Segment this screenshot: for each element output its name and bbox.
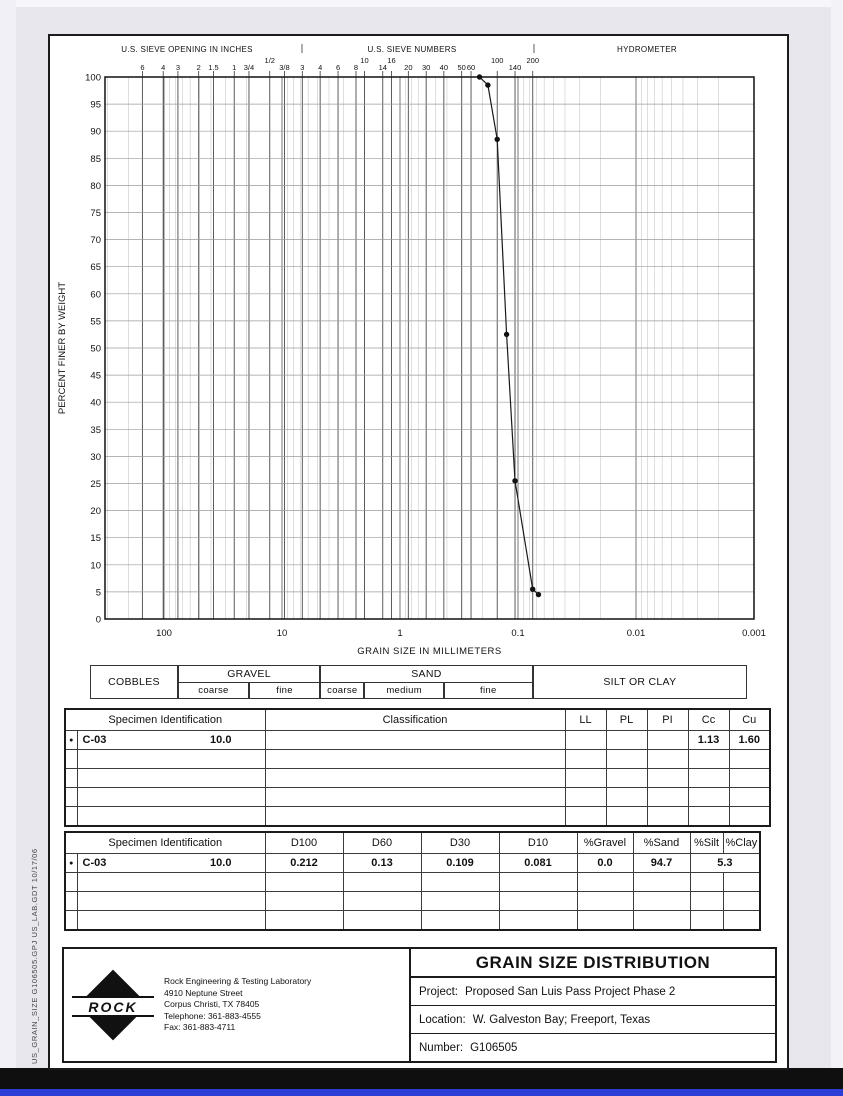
svg-text:65: 65 [90,262,101,274]
report-title: GRAIN SIZE DISTRIBUTION [411,949,775,978]
svg-text:10: 10 [360,56,369,65]
table-cell [77,788,177,807]
table-cell [647,807,688,827]
table-cell [343,892,421,911]
table-cell [577,911,633,931]
y-axis-title: PERCENT FINER BY WEIGHT [57,281,68,415]
table-cell [606,769,647,788]
empty-row [65,750,770,769]
band-fine: fine [249,682,320,699]
svg-text:30: 30 [90,451,101,463]
pl-value [606,731,647,750]
company-panel [64,949,411,1061]
company-phone: Telephone: 361-883-4555 [164,1010,261,1021]
svg-text:3/4: 3/4 [243,63,255,72]
y-axis-tick-labels [85,73,101,626]
svg-text:70: 70 [90,235,101,247]
svg-text:3: 3 [175,63,181,72]
data-point [495,137,500,142]
svg-text:U.S. SIEVE OPENING IN INCHES: U.S. SIEVE OPENING IN INCHES [121,45,253,54]
data-point [504,332,509,337]
table-cell [729,769,770,788]
empty-row [65,807,770,827]
scan-margin-right [831,0,843,1096]
header-pct-silt: %Silt [690,832,723,854]
table-cell [265,769,565,788]
report-info-panel [411,949,775,1061]
report-page [48,34,789,1070]
svg-text:100: 100 [156,628,172,639]
company-name: Rock Engineering & Testing Laboratory [164,976,312,987]
table-cell [177,788,265,807]
header-d30: D30 [421,832,499,854]
svg-text:40: 40 [90,397,101,409]
header-pct-sand: %Sand [633,832,690,854]
table-cell [177,750,265,769]
svg-text:75: 75 [90,208,101,219]
specimen-id: C-03 [77,731,177,750]
table-cell [265,807,565,827]
table-cell [499,911,577,931]
project-field [411,978,775,1006]
table-cell [565,788,606,807]
table-cell [177,911,265,931]
d60-value: 0.13 [343,854,421,873]
band-fine: fine [444,682,533,699]
svg-text:5: 5 [95,587,101,599]
header-ll: LL [565,709,606,731]
header-row [65,709,770,731]
pct-sand-value: 94.7 [633,854,690,873]
table-cell [265,911,343,931]
table-cell [265,788,565,807]
svg-text:20: 20 [404,63,413,72]
classification-header: Classification [265,709,565,731]
spec-id-header: Specimen Identification [65,832,265,854]
table-cell [343,873,421,892]
table-cell [633,892,690,911]
table-cell [65,911,77,931]
project-label: Project: [419,985,458,998]
table-cell [690,873,723,892]
table-cell [606,807,647,827]
table-cell [77,911,177,931]
header-pct-clay: %Clay [723,832,760,854]
specimen-depth: 10.0 [177,854,265,873]
svg-text:10: 10 [276,628,288,639]
empty-row [65,873,760,892]
svg-text:60: 60 [466,63,476,72]
svg-text:45: 45 [90,370,101,382]
table-cell [77,873,177,892]
table-cell [77,750,177,769]
scale-group-headers [121,44,677,54]
table-cell [565,807,606,827]
svg-text:U.S. SIEVE NUMBERS: U.S. SIEVE NUMBERS [367,45,457,54]
table-cell [647,788,688,807]
pi-value [647,731,688,750]
table-cell [606,788,647,807]
empty-row [65,769,770,788]
svg-text:95: 95 [90,99,101,111]
table-cell [688,769,729,788]
empty-row [65,911,760,931]
header-cc: Cc [688,709,729,731]
x-axis-title: GRAIN SIZE IN MILLIMETERS [357,646,502,657]
company-address [156,976,311,1033]
header-cu: Cu [729,709,770,731]
svg-text:16: 16 [387,56,396,65]
table-cell [729,750,770,769]
svg-text:50: 50 [90,343,101,355]
band-coarse: coarse [320,682,364,699]
svg-text:8: 8 [353,63,359,72]
table-cell [633,911,690,931]
classification-value [265,731,565,750]
table-cell [421,873,499,892]
table-cell [265,892,343,911]
location-label: Location: [419,1013,466,1026]
horizontal-gridlines [105,104,754,592]
svg-text:10: 10 [90,560,101,572]
table-cell [65,750,77,769]
pct-gravel-value: 0.0 [577,854,633,873]
d30-value: 0.109 [421,854,499,873]
table-cell [688,788,729,807]
header-pl: PL [606,709,647,731]
table-cell [77,807,177,827]
table-cell [177,769,265,788]
header-d60: D60 [343,832,421,854]
svg-text:0.1: 0.1 [511,628,525,639]
table-cell [65,892,77,911]
table-cell [577,873,633,892]
table-cell [729,807,770,827]
band-cobbles: COBBLES [90,665,178,699]
svg-text:0: 0 [95,614,101,626]
scan-margin-top [0,0,843,7]
table-cell [688,750,729,769]
svg-text:3: 3 [300,63,305,72]
svg-text:90: 90 [90,126,101,138]
gradation-bands-bar [90,665,747,699]
table-cell [65,873,77,892]
svg-text:15: 15 [90,533,101,545]
company-city: Corpus Christi, TX 78405 [164,999,260,1010]
table-cell [647,769,688,788]
table-cell [577,892,633,911]
table-cell [633,873,690,892]
svg-text:HYDROMETER: HYDROMETER [617,45,677,54]
svg-text:3/8: 3/8 [279,63,290,72]
specimen-classification-table [64,708,771,827]
header-d100: D100 [265,832,343,854]
specimen-marker: ● [65,854,77,873]
table-cell [723,892,760,911]
svg-text:20: 20 [90,506,101,518]
table-cell [65,807,77,827]
table-cell [606,750,647,769]
header-d10: D10 [499,832,577,854]
data-point [530,587,535,592]
svg-text:40: 40 [439,63,449,72]
svg-text:2: 2 [196,63,201,72]
svg-text:80: 80 [90,180,101,192]
svg-text:1/2: 1/2 [264,56,275,65]
table-cell [421,911,499,931]
svg-text:1.5: 1.5 [208,63,219,72]
table-cell [265,750,565,769]
band-silt-or-clay: SILT OR CLAY [533,665,747,699]
table-cell [729,788,770,807]
svg-text:14: 14 [378,63,387,72]
table-cell [499,873,577,892]
svg-text:55: 55 [90,316,101,328]
table-cell [723,911,760,931]
svg-text:30: 30 [422,63,431,72]
table-cell [77,769,177,788]
table-cell [177,807,265,827]
svg-text:0.01: 0.01 [626,628,646,639]
table-cell [647,750,688,769]
svg-text:1: 1 [397,628,403,639]
logo-text: ROCK [72,996,154,1017]
d100-value: 0.212 [265,854,343,873]
d10-value: 0.081 [499,854,577,873]
cu-value: 1.60 [729,731,770,750]
table-cell [265,873,343,892]
svg-text:100: 100 [85,72,101,84]
table-cell [499,892,577,911]
table-cell [65,788,77,807]
company-fax: Fax: 361-883-4711 [164,1022,236,1033]
table-cell [77,892,177,911]
grain-size-distribution-chart [50,36,787,658]
number-field [411,1034,775,1061]
svg-text:140: 140 [508,63,522,72]
table-cell [688,807,729,827]
table-cell [690,892,723,911]
header-pi: PI [647,709,688,731]
svg-text:6: 6 [140,63,145,72]
header-pct-gravel: %Gravel [577,832,633,854]
svg-text:60: 60 [90,289,101,301]
data-point [536,592,541,597]
table-cell [565,769,606,788]
title-block [62,947,777,1063]
pct-silt-clay-value: 5.3 [690,854,760,873]
empty-row [65,892,760,911]
cc-value: 1.13 [688,731,729,750]
file-stamp-text: US_GRAIN_SIZE G106505.GPJ US_LAB.GDT 10/17/06 [30,848,39,1064]
table-cell [177,892,265,911]
x-axis-tick-labels [156,628,766,639]
specimen-row [65,731,770,750]
table-cell [177,873,265,892]
band-medium: medium [364,682,443,699]
band-gravel: GRAVEL [178,665,320,683]
band-coarse: coarse [178,682,249,699]
sieve-tick-labels [140,56,539,77]
table-cell [65,769,77,788]
svg-text:4: 4 [318,63,323,72]
company-street: 4910 Neptune Street [164,987,243,998]
number-value: G106505 [470,1041,518,1054]
svg-text:4: 4 [161,63,166,72]
svg-text:0.001: 0.001 [742,628,766,639]
svg-text:50: 50 [457,63,466,72]
svg-text:6: 6 [335,63,341,72]
project-value: Proposed San Luis Pass Project Phase 2 [465,985,676,998]
header-row [65,832,760,854]
table-cell [723,873,760,892]
table-cell [690,911,723,931]
data-point [485,82,490,87]
specimen-marker: ● [65,731,77,750]
svg-text:200: 200 [526,56,540,65]
svg-text:85: 85 [90,153,101,165]
svg-text:1: 1 [232,63,237,72]
specimen-row [65,854,760,873]
svg-text:100: 100 [490,56,504,65]
specimen-gradation-table [64,831,761,931]
number-label: Number: [419,1041,464,1054]
scan-bottom-stripe [0,1089,843,1096]
ll-value [565,731,606,750]
data-point [477,74,482,79]
scan-bottom-bar [0,1068,843,1089]
location-value: W. Galveston Bay; Freeport, Texas [472,1013,651,1026]
spec-id-header: Specimen Identification [65,709,265,731]
band-sand: SAND [320,665,533,683]
table-cell [565,750,606,769]
location-field [411,1006,775,1034]
specimen-depth: 10.0 [177,731,265,750]
specimen-id: C-03 [77,854,177,873]
scan-margin-left [0,0,16,1096]
svg-text:35: 35 [90,424,101,436]
table-cell [421,892,499,911]
svg-text:25: 25 [90,479,101,490]
data-point [512,478,517,483]
company-logo [70,972,156,1038]
table-cell [343,911,421,931]
empty-row [65,788,770,807]
